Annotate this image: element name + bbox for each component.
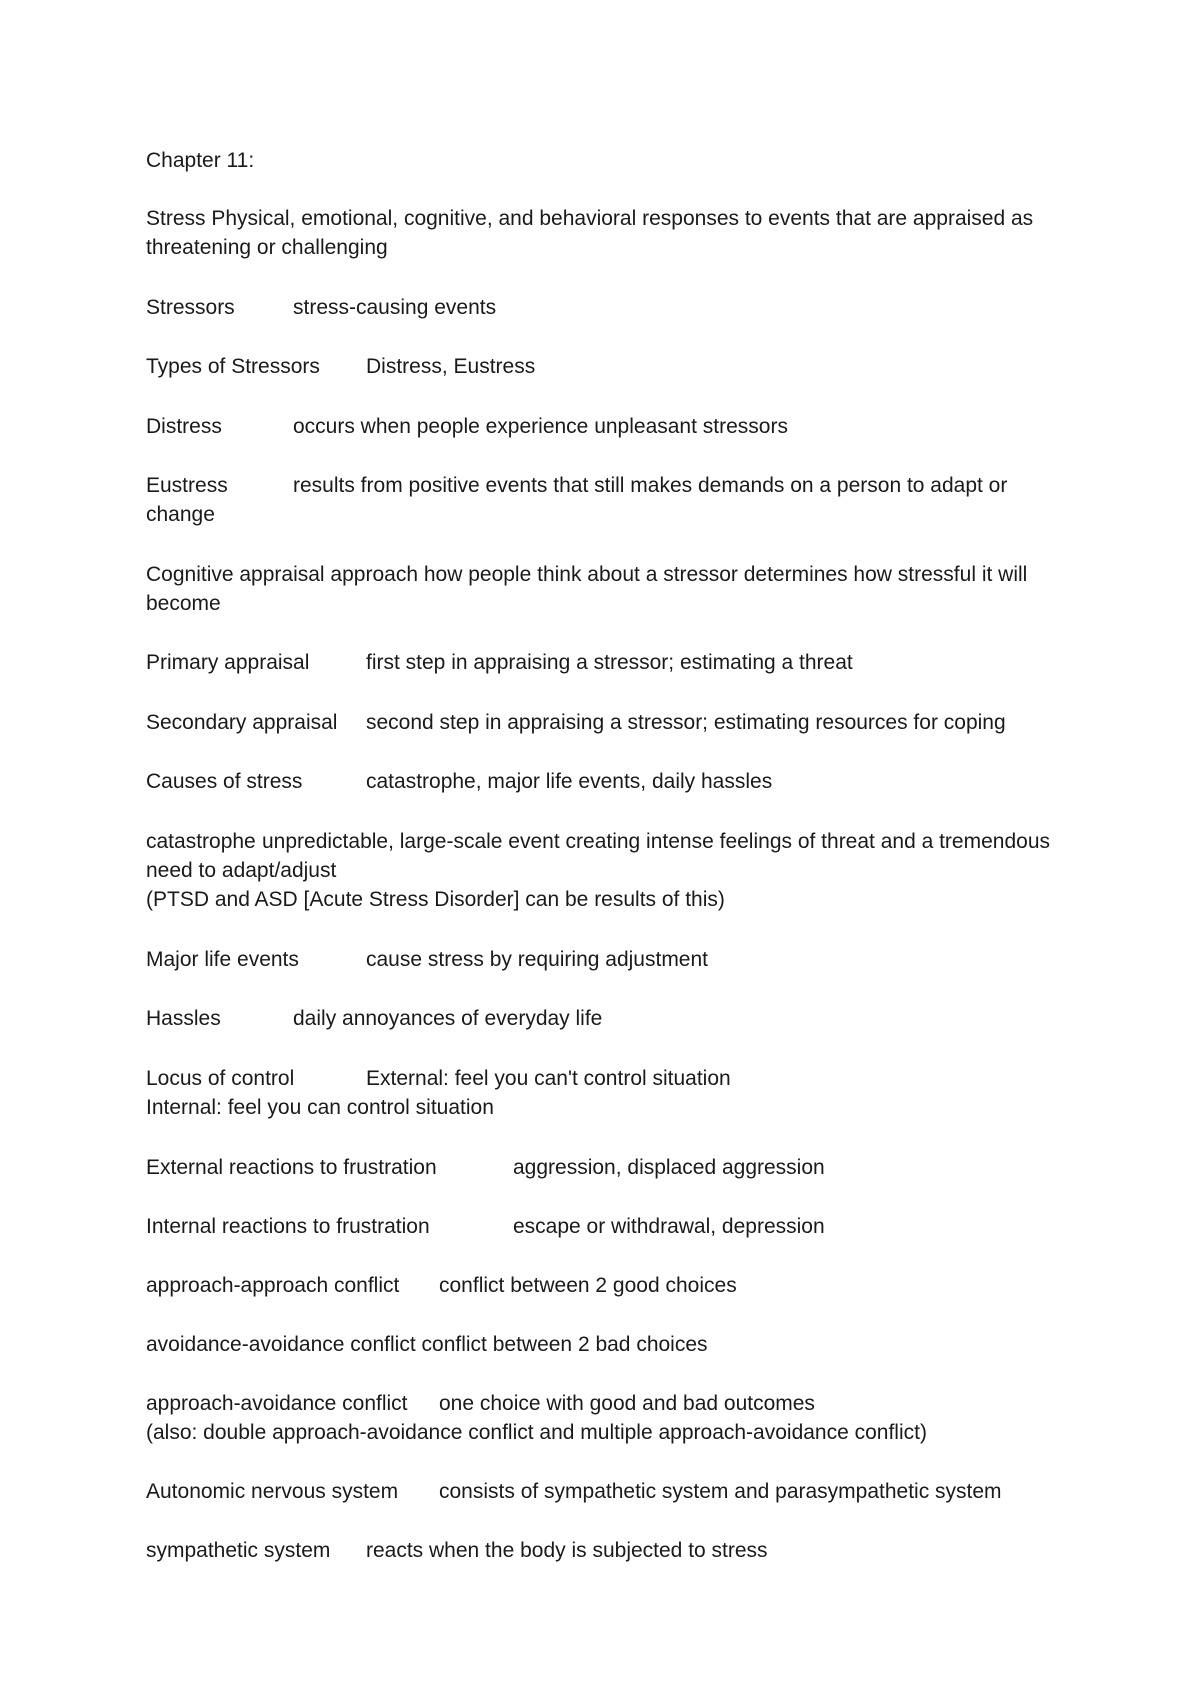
entry-stressors — [146, 293, 1061, 322]
entry-term: Hassles — [146, 1007, 221, 1030]
entry-definition: reacts when the body is subjected to stress — [366, 1539, 768, 1562]
entry-definition: stress-causing events — [293, 296, 497, 319]
entry-definition: conflict between 2 good choices — [439, 1274, 737, 1297]
entry-term: Stressors — [146, 296, 235, 319]
entry-term: Distress — [146, 415, 222, 438]
entry-secondary-appraisal — [146, 708, 1061, 737]
chapter-heading: Chapter 11: — [146, 149, 255, 172]
entry-definition: catastrophe, major life events, daily hassles — [366, 770, 773, 793]
entry-definition: External: feel you can't control situation — [366, 1067, 731, 1090]
entry-external-reactions — [146, 1153, 1061, 1182]
entry-term: Internal reactions to frustration — [146, 1215, 430, 1238]
entry-definition: first step in appraising a stressor; estimating a threat — [366, 651, 853, 674]
entry-cognitive-appraisal-approach — [146, 560, 1061, 618]
entry-major-life-events — [146, 945, 1061, 974]
entry-definition: Distress, Eustress — [366, 355, 536, 378]
entry-internal-reactions — [146, 1212, 1061, 1241]
entry-hassles — [146, 1004, 1061, 1033]
entry-term: Secondary appraisal — [146, 711, 338, 734]
entry-term: Major life events — [146, 948, 299, 971]
entry-term: Autonomic nervous system — [146, 1480, 399, 1503]
entry-primary-appraisal — [146, 648, 1061, 677]
entry-term: Cognitive appraisal approach — [146, 563, 419, 586]
entry-distress — [146, 412, 1061, 441]
entry-definition: conflict between 2 bad choices — [421, 1333, 708, 1356]
entry-locus-of-control — [146, 1064, 1061, 1122]
entry-definition: unpredictable, large-scale event creating intense feelings of threat and a tremendous need to adapt/adjust — [146, 830, 1050, 882]
entry-types-of-stressors — [146, 352, 1061, 381]
entry-eustress — [146, 471, 1061, 529]
entry-definition: second step in appraising a stressor; estimating resources for coping — [366, 711, 1006, 734]
entry-stress — [146, 204, 1061, 262]
entry-definition: aggression, displaced aggression — [513, 1156, 825, 1179]
entry-approach-avoidance-conflict — [146, 1389, 1061, 1447]
entry-sympathetic-system — [146, 1536, 1061, 1565]
entry-definition: results from positive events that still makes demands on a person to adapt or change — [146, 474, 1008, 526]
entry-term: Primary appraisal — [146, 651, 310, 674]
entry-definition: Physical, emotional, cognitive, and behavioral responses to events that are appraised as threatening or challenging — [146, 207, 1034, 259]
entry-term: Types of Stressors — [146, 355, 320, 378]
entry-autonomic-nervous-system — [146, 1477, 1061, 1506]
entry-definition: cause stress by requiring adjustment — [366, 948, 708, 971]
entry-term: avoidance-avoidance conflict — [146, 1333, 416, 1356]
entry-term: Causes of stress — [146, 770, 303, 793]
entry-note: (PTSD and ASD [Acute Stress Disorder] can be results of this) — [146, 888, 725, 911]
entry-definition: occurs when people experience unpleasant stressors — [293, 415, 788, 438]
entry-term: catastrophe — [146, 830, 256, 853]
entry-note: Internal: feel you can control situation — [146, 1096, 494, 1119]
entry-definition: daily annoyances of everyday life — [293, 1007, 603, 1030]
entry-note: (also: double approach-avoidance conflict and multiple approach-avoidance conflict) — [146, 1421, 927, 1444]
entry-definition: escape or withdrawal, depression — [513, 1215, 825, 1238]
entry-definition: how people think about a stressor determines how stressful it will become — [146, 563, 1028, 615]
entry-term: approach-approach conflict — [146, 1274, 400, 1297]
entry-avoidance-avoidance-conflict — [146, 1330, 1061, 1359]
entry-term: sympathetic system — [146, 1539, 331, 1562]
entry-term: Eustress — [146, 474, 228, 497]
entry-approach-approach-conflict — [146, 1271, 1061, 1300]
entry-causes-of-stress — [146, 767, 1061, 796]
entry-term: Locus of control — [146, 1067, 295, 1090]
entry-catastrophe — [146, 827, 1061, 914]
entry-term: approach-avoidance conflict — [146, 1392, 408, 1415]
entry-term: Stress — [146, 207, 206, 230]
entry-definition: consists of sympathetic system and parasympathetic system — [439, 1480, 1002, 1503]
entry-definition: one choice with good and bad outcomes — [439, 1392, 815, 1415]
entry-term: External reactions to frustration — [146, 1156, 437, 1179]
